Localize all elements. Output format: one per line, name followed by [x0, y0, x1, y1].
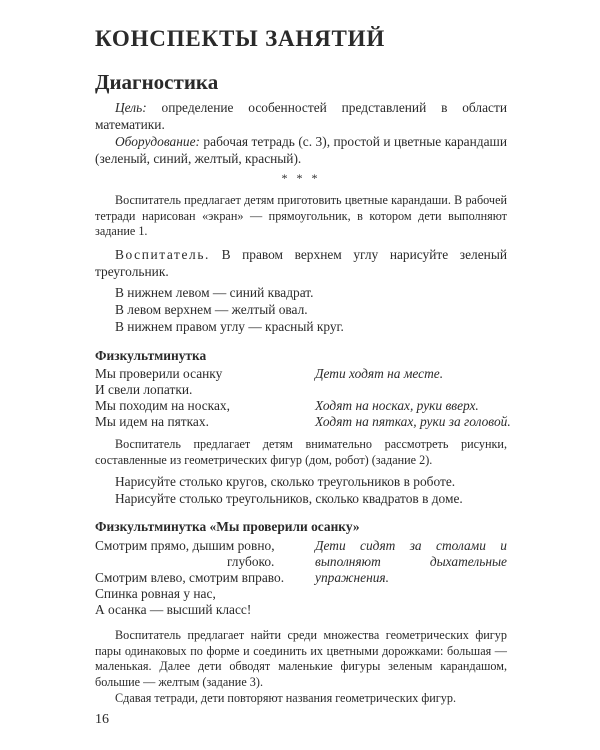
instruction-line: В нижнем левом — синий квадрат. — [115, 285, 314, 300]
poem-line: Мы проверили осанку — [95, 366, 223, 381]
action-note: Ходят на носках, руки вверх. — [315, 398, 479, 413]
poem-line: глубоко. — [227, 554, 275, 569]
speech-text: В правом верхнем углу нарисуйте зеленый треугольник. — [95, 247, 507, 279]
teacher-speech — [95, 246, 507, 280]
closing-paragraph: Сдавая тетради, дети повторяют названия геометрических фигур. — [115, 691, 457, 705]
goal-paragraph — [95, 99, 507, 133]
poem-line: Мы идем на пятках. — [95, 414, 209, 429]
intro-paragraph: Воспитатель предлагает детям приготовить цветные карандаши. В рабочей тетради нарисован «экран» — прямоугольник, в котором дети выполняют задание 1. — [95, 193, 507, 238]
equipment-paragraph — [95, 133, 507, 167]
task-line: Нарисуйте столько треугольников, сколько квадратов в доме. — [115, 491, 463, 506]
poem-line: Смотрим прямо, дышим ровно, — [95, 538, 275, 553]
fizminutka2-title: Физкультминутка «Мы проверили осанку» — [95, 519, 360, 534]
poem-line: Спинка ровная у нас, — [95, 586, 216, 601]
paragraph-task2: Воспитатель предлагает детям внимательно рассмотреть рисунки, составленные из геометрических фигур (дом, робот) (задание 2). — [95, 437, 507, 467]
instruction-line: В нижнем правом углу — красный круг. — [115, 319, 344, 334]
goal-label: Цель: — [115, 100, 147, 115]
action-note: Ходят на пятках, руки за головой. — [315, 414, 511, 429]
equipment-text: рабочая тетрадь (с. 3), простой и цветные карандаши (зеленый, синий, желтый, красный). — [95, 134, 507, 166]
goal-text: определение особенностей представлений в области математики. — [95, 100, 507, 132]
action-note: Дети ходят на месте. — [315, 366, 444, 381]
section-separator: * * * — [281, 171, 321, 185]
poem-line: Мы походим на носках, — [95, 398, 230, 413]
equipment-label: Оборудование: — [115, 134, 200, 149]
poem-line: А осанка — высший класс! — [95, 602, 252, 617]
action-note-breathing: Дети сидят за столами и выполняют дыхательные упражнения. — [315, 538, 507, 585]
section-title: Диагностика — [95, 70, 219, 94]
task-line: Нарисуйте столько кругов, сколько треугольников в роботе. — [115, 474, 456, 489]
fizminutka-title: Физкультминутка — [95, 348, 207, 363]
poem-line: Смотрим влево, смотрим вправо. — [95, 570, 285, 585]
instruction-line: В левом верхнем — желтый овал. — [115, 302, 308, 317]
poem-line: И свели лопатки. — [95, 382, 193, 397]
page-number: 16 — [95, 712, 109, 727]
speaker-label: Воспитатель. — [115, 247, 210, 262]
paragraph-task3: Воспитатель предлагает найти среди множества геометрических фигур пары одинаковых по форме и соединить их цветными дорожками: большая — маленькая. Далее дети обводят маленькие фигуры зеленым карандашом, большие — желтым (задание 3). — [95, 628, 507, 689]
chapter-title: КОНСПЕКТЫ ЗАНЯТИЙ — [95, 26, 386, 51]
